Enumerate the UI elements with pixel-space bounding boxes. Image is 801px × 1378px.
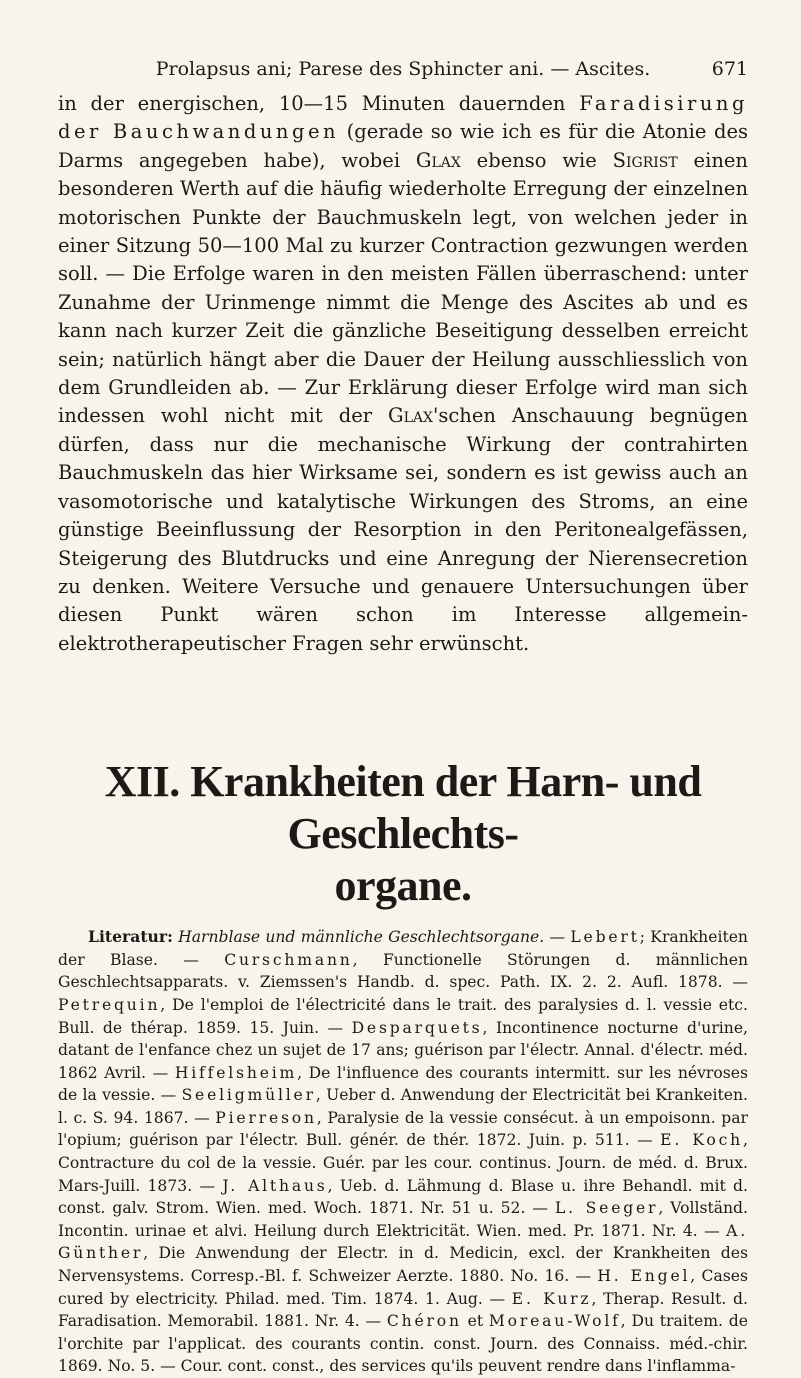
- reference-text: , Ueb. d. Lähmung d. Blase u. ihre Behandl. mit d. const. galv. Strom. Wien. med. Woch. 1871. Nr. 51 u. 52. —: [58, 1176, 748, 1218]
- literature-text: [58, 926, 748, 1378]
- author-name: Seeligmüller: [181, 1086, 316, 1105]
- literature-topic: Harnblase und männliche Geschlechtsorgane.: [178, 928, 545, 947]
- chapter-heading: [58, 756, 748, 912]
- author-name: Petrequin: [58, 995, 161, 1014]
- author-name: Desparquets: [351, 1018, 483, 1037]
- reference-text: , De l'influence des courants intermitt. sur les névroses de la vessie. —: [58, 1063, 748, 1105]
- author-name: A. Günther: [58, 1221, 748, 1263]
- paragraph-text: [58, 90, 748, 658]
- reference-text: , Ueber d. Anwendung der Electricität bei Krankeiten. l. c. S. 94. 1867. —: [58, 1086, 748, 1127]
- author-name: L. Seeger: [554, 1199, 659, 1218]
- author-name: Lebert: [570, 928, 640, 947]
- reference-text: , Vollständ. Incontin. urinae et alvi. Heilung durch Elektricität. Wien. med. Pr. 1871. Nr. 4. —: [58, 1199, 748, 1240]
- author-name: E. Kurz: [511, 1289, 592, 1308]
- reference-text: , De l'emploi de l'électricité dans le trait. des paralysies d. l. vessie etc. Bull. de thérap. 1859. 15. Juin. —: [58, 995, 748, 1037]
- literature-section: [58, 926, 748, 1378]
- reference-text: et: [461, 1312, 489, 1331]
- book-page: [58, 58, 748, 1378]
- author-name: J. Althaus: [222, 1176, 328, 1195]
- reference-text: , Paralysie de la vessie consécut. à un empoisonn. par l'opium; guérison par l'électr. Bull. génér. de thér. 1872. Juin. p. 511. —: [58, 1108, 748, 1150]
- text-run: in der energischen, 10—15 Minuten dauernden: [58, 92, 580, 115]
- author-name: Chéron: [386, 1312, 462, 1331]
- chapter-heading-line: organe.: [334, 861, 472, 911]
- author-name: Moreau-Wolf: [488, 1312, 621, 1331]
- author-name: Glax: [415, 148, 461, 172]
- author-name: Glax: [388, 404, 433, 428]
- text-run: ebenso wie: [460, 148, 613, 172]
- author-name: Hiffelsheim: [174, 1063, 298, 1082]
- reference-text: , Die Anwendung der Electr. in d. Medicin, excl. der Krankheiten des Nervensystems. Corresp.-Bl. f. Schweizer Aerzte. 1880. No. 16. —: [58, 1244, 748, 1286]
- reference-text: , Contracture du col de la vessie. Guér. par les cour. continus. Journ. de méd. d. Brux. Mars-Juill. 1873. —: [58, 1131, 748, 1195]
- reference-text: , Incontinence nocturne d'urine, datant de l'enfance chez un sujet de 17 ans; guérison par l'électr. Annal. d'électr. méd. 1862 Avril. —: [58, 1018, 748, 1082]
- text-run: (gerade so wie ich es für die Atonie des Darms angegeben habe), wobei: [58, 120, 748, 172]
- author-name: Pierreson: [215, 1108, 317, 1127]
- chapter-heading-line: XII. Krankheiten der Harn- und Geschlechts-: [104, 757, 702, 859]
- reference-text: , Du traitem. de l'orchite par l'applicat. des courants contin. const. Journ. des Connaiss. méd.-chir. 1869. No. 5. — Cour. cont. const., des services qu'ils peuvent rendre dans l'inflamma-: [58, 1312, 748, 1376]
- page-number: 671: [711, 58, 748, 80]
- reference-text: , Functionelle Störungen d. männlichen Geschlechtsapparats. v. Ziemssen's Handb. d. spec. Path. IX. 2. 2. Aufl. 1878. —: [58, 950, 748, 992]
- text-run: —: [544, 928, 571, 947]
- running-title: Prolapsus ani; Parese des Sphincter ani. — Ascites.: [155, 58, 651, 80]
- reference-text: , Cases cured by electricity. Philad. med. Tim. 1874. 1. Aug. —: [58, 1267, 748, 1308]
- text-run: einen besonderen Werth auf die häufig wiederholte Erregung der einzelnen motorischen Punkte der Bauchmuskeln legt, von welchen jeder in einer Sitzung 50—100 Mal zu kurzer Contraction gezwungen werden soll. — Die Erfolge waren in den meisten Fällen überraschend: unter Zunahme der Urinmenge nimmt die Menge des Ascites ab und es kann nach kurzer Zeit die gänzliche Beseitigung desselben erreicht sein; natürlich hängt aber die Dauer der Heilung ausschliesslich von dem Grundleiden ab. — Zur Erklärung dieser Erfolge wird man sich indessen wohl nicht mit der: [58, 148, 748, 428]
- author-name: Sigrist: [612, 148, 678, 172]
- author-name: Curschmann: [224, 950, 353, 969]
- reference-text: , Therap. Result. d. Faradisation. Memorabil. 1881. Nr. 4. —: [58, 1289, 748, 1331]
- text-run: 'schen Anschauung begnügen dürfen, dass nur die mechanische Wirkung der contrahirten Bauchmuskeln das hier Wirksame sei, sondern es ist gewiss auch an vasomotorische und katalytische Wirkungen des Stroms, an eine günstige Beeinflussung der Resorption in den Peritonealgefässen, Steigerung des Blutdrucks und eine Anregung der Nierensecretion zu denken. Weitere Versuche und genauere Untersuchungen über diesen Punkt wären schon im Interesse allgemein-elektrotherapeutischer Fragen sehr erwünscht.: [58, 404, 748, 655]
- literature-label: Literatur:: [88, 927, 173, 947]
- reference-text: ; Krankheiten der Blase. —: [58, 928, 748, 969]
- author-name: H. Engel: [597, 1267, 691, 1286]
- spaced-term: Faradisirung der Bauchwandungen: [58, 92, 748, 144]
- author-name: E. Koch: [660, 1131, 744, 1150]
- running-header: [58, 58, 748, 88]
- body-paragraph: [58, 90, 748, 658]
